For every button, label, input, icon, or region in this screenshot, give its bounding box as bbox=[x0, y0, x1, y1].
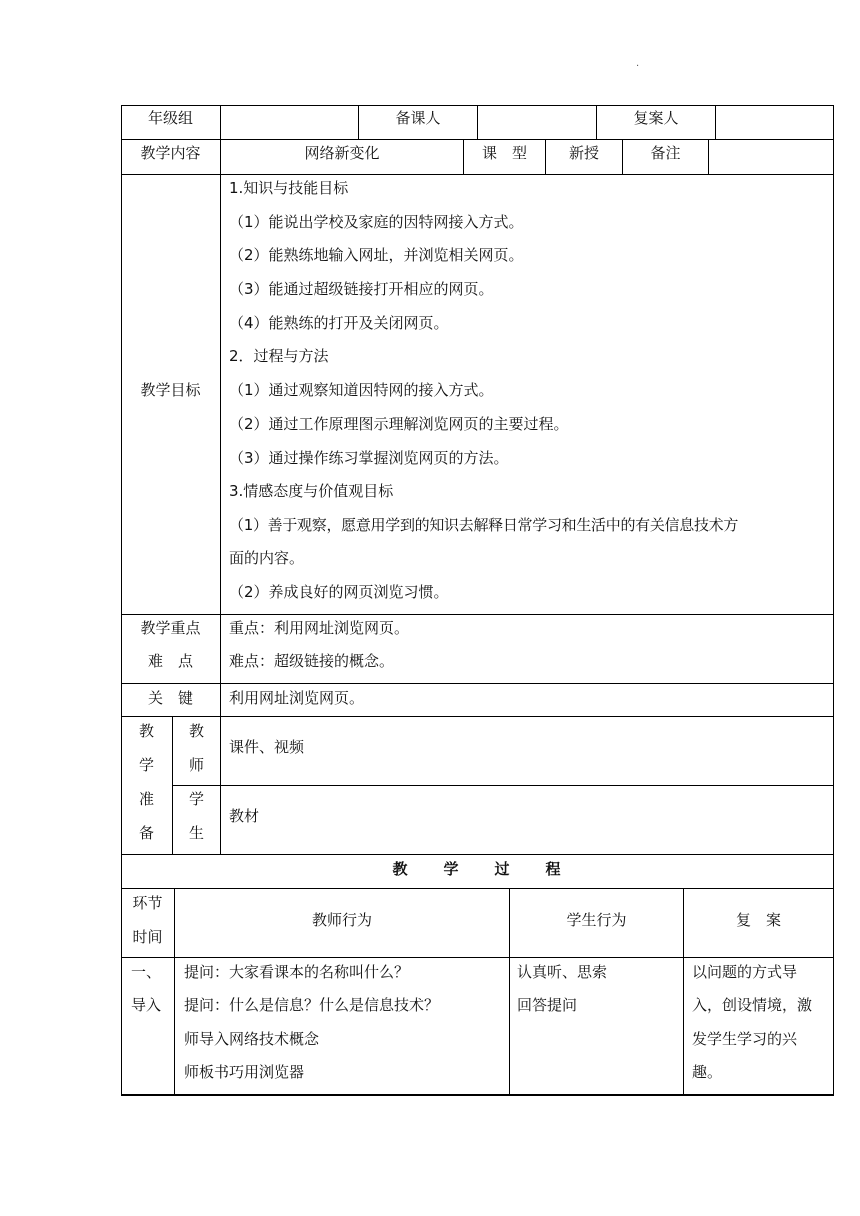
teacher-label-char: 师 bbox=[188, 756, 204, 774]
student-label-char: 学 bbox=[188, 790, 204, 808]
student-label-char: 生 bbox=[188, 824, 204, 842]
student-preparation-value: 教材 bbox=[229, 807, 260, 825]
objective-line: （4）能熟练的打开及关闭网页。 bbox=[229, 314, 449, 332]
stage-number: 一、 bbox=[131, 963, 162, 981]
objective-line: （2）养成良好的网页浏览习惯。 bbox=[229, 583, 449, 601]
preparer-label: 备课人 bbox=[395, 109, 441, 127]
preparation-label-char: 学 bbox=[138, 756, 154, 774]
difficulty-label: 难 点 bbox=[147, 652, 193, 670]
preparation-label-char: 准 bbox=[138, 790, 154, 808]
lesson-type-value: 新授 bbox=[568, 144, 599, 162]
student-action-line: 回答提问 bbox=[517, 996, 578, 1014]
teacher-label-char: 教 bbox=[188, 722, 204, 740]
review-header: 复 案 bbox=[735, 911, 781, 929]
objective-line: （3）通过操作练习掌握浏览网页的方法。 bbox=[229, 449, 509, 467]
difficulty-text: 难点：超级链接的概念。 bbox=[229, 652, 395, 670]
objective-line: （2）能熟练地输入网址，并浏览相关网页。 bbox=[229, 246, 524, 264]
teacher-action-line: 师板书巧用浏览器 bbox=[184, 1063, 305, 1081]
key-label: 关 键 bbox=[147, 689, 193, 707]
review-line: 入，创设情境，激 bbox=[692, 996, 813, 1014]
objective-line: 3.情感态度与价值观目标 bbox=[229, 482, 394, 500]
teaching-content-label: 教学内容 bbox=[140, 144, 201, 162]
student-action-header: 学生行为 bbox=[566, 911, 627, 929]
time-column-header: 时间 bbox=[132, 928, 163, 946]
review-line: 发学生学习的兴 bbox=[692, 1030, 798, 1048]
student-action-line: 认真听、思索 bbox=[517, 963, 608, 981]
lesson-type-label: 课 型 bbox=[481, 144, 527, 162]
grade-group-label: 年级组 bbox=[147, 109, 193, 127]
process-title: 教 学 过 程 bbox=[392, 860, 563, 878]
teacher-action-line: 提问：大家看课本的名称叫什么？ bbox=[184, 963, 410, 981]
stage-column-header: 环节 bbox=[132, 894, 163, 912]
page-marker: . bbox=[636, 58, 640, 69]
objective-line: （1）通过观察知道因特网的接入方式。 bbox=[229, 381, 494, 399]
teacher-action-line: 提问：什么是信息？什么是信息技术？ bbox=[184, 996, 440, 1014]
objective-line: 1.知识与技能目标 bbox=[229, 179, 349, 197]
teacher-action-header: 教师行为 bbox=[311, 911, 372, 929]
key-point-text: 重点：利用网址浏览网页。 bbox=[229, 619, 410, 637]
teacher-preparation-value: 课件、视频 bbox=[229, 738, 305, 756]
objective-line: （1）能说出学校及家庭的因特网接入方式。 bbox=[229, 213, 524, 231]
objective-line: 2．过程与方法 bbox=[229, 347, 329, 365]
key-text: 利用网址浏览网页。 bbox=[229, 689, 365, 707]
remarks-label: 备注 bbox=[650, 144, 681, 162]
review-line: 趣。 bbox=[692, 1063, 723, 1081]
objectives-label: 教学目标 bbox=[140, 381, 201, 399]
key-points-label: 教学重点 bbox=[140, 619, 201, 637]
teacher-action-line: 师导入网络技术概念 bbox=[184, 1030, 320, 1048]
objective-line: （1）善于观察，愿意用学到的知识去解释日常学习和生活中的有关信息技术方 bbox=[229, 516, 739, 534]
review-line: 以问题的方式导 bbox=[692, 963, 798, 981]
objective-line: 面的内容。 bbox=[229, 549, 305, 567]
preparation-label-char: 教 bbox=[138, 722, 154, 740]
stage-name: 导入 bbox=[131, 996, 162, 1014]
objective-line: （3）能通过超级链接打开相应的网页。 bbox=[229, 280, 494, 298]
preparation-label-char: 备 bbox=[138, 824, 154, 842]
objective-line: （2）通过工作原理图示理解浏览网页的主要过程。 bbox=[229, 415, 569, 433]
teaching-content-value: 网络新变化 bbox=[304, 144, 380, 162]
reviewer-label: 复案人 bbox=[633, 109, 679, 127]
